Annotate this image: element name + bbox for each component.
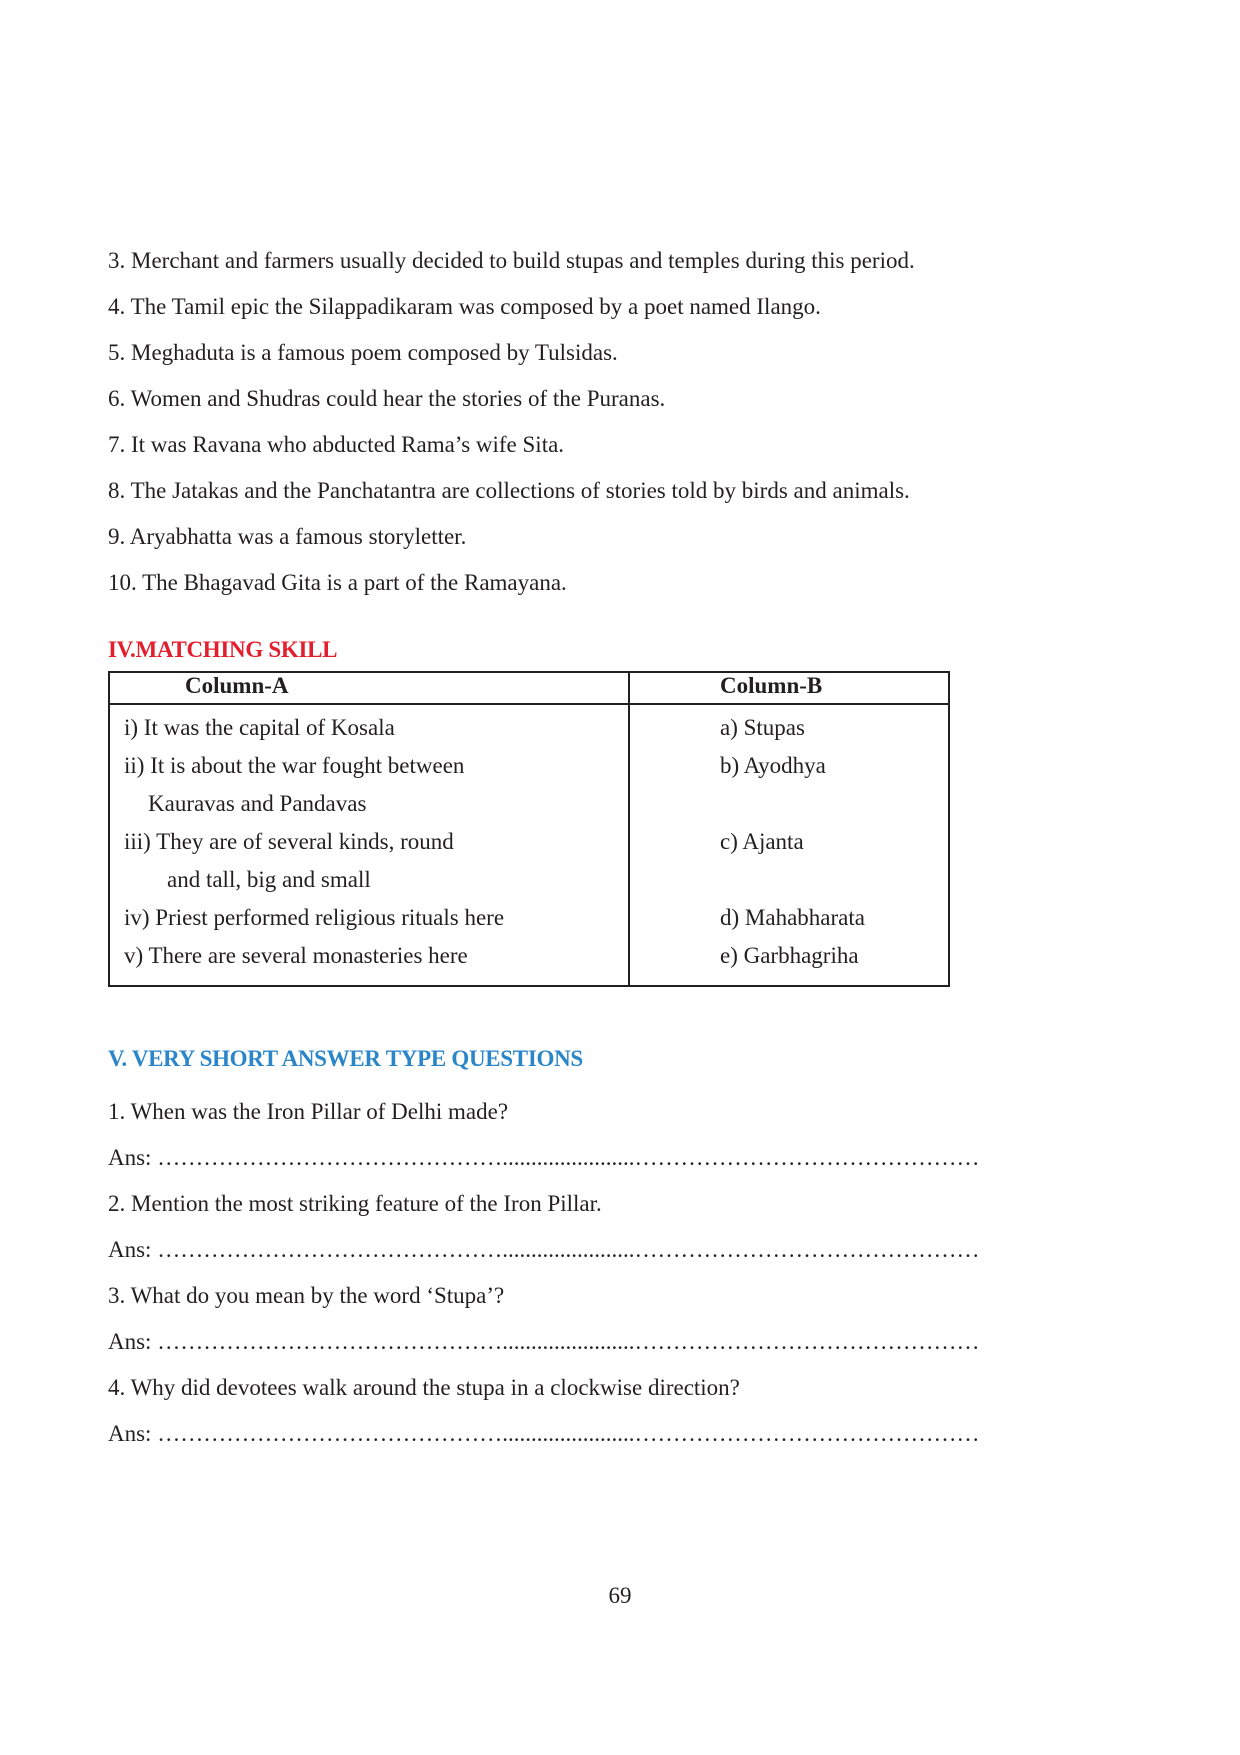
list-item: 7. It was Ravana who abducted Rama’s wife Sita. — [108, 432, 565, 457]
answer-line[interactable]: Ans: ……………………………………….......................……………………………………… — [108, 1329, 980, 1354]
column-a-header: Column-A — [109, 672, 629, 704]
column-a-item: i) It was the capital of Kosala — [124, 715, 395, 740]
page-content — [108, 246, 1108, 1449]
column-a-item: iii) They are of several kinds, round — [124, 829, 454, 854]
column-b-item: e) Garbhagriha — [720, 943, 859, 968]
table-row — [109, 704, 949, 986]
column-b-item: c) Ajanta — [720, 829, 804, 854]
column-b-item — [630, 861, 948, 899]
question-text: 4. Why did devotees walk around the stupa in a clockwise direction? — [108, 1375, 740, 1400]
column-a-item: Kauravas and Pandavas — [148, 791, 367, 816]
list-item: 8. The Jatakas and the Panchatantra are collections of stories told by birds and animals. — [108, 478, 910, 503]
list-item: 10. The Bhagavad Gita is a part of the Ramayana. — [108, 570, 567, 595]
question-block — [108, 1189, 1108, 1265]
question-text: 1. When was the Iron Pillar of Delhi made? — [108, 1099, 509, 1124]
list-item: 6. Women and Shudras could hear the stories of the Puranas. — [108, 386, 666, 411]
column-a-cell — [109, 704, 629, 986]
question-block — [108, 1373, 1108, 1449]
column-a-item: ii) It is about the war fought between — [124, 753, 465, 778]
short-answer-heading: V. VERY SHORT ANSWER TYPE QUESTIONS — [108, 1046, 583, 1071]
column-b-item: a) Stupas — [720, 715, 805, 740]
true-false-list — [108, 246, 1108, 614]
column-b-item — [630, 785, 948, 823]
answer-line[interactable]: Ans: ……………………………………….......................……………………………………… — [108, 1421, 980, 1446]
list-item: 4. The Tamil epic the Silappadikaram was composed by a poet named Ilango. — [108, 294, 821, 319]
answer-line[interactable]: Ans: ……………………………………….......................……………………………………… — [108, 1237, 980, 1262]
column-b-cell — [629, 704, 949, 986]
list-item: 5. Meghaduta is a famous poem composed by Tulsidas. — [108, 340, 618, 365]
table-header-row — [109, 672, 949, 704]
column-a-item: v) There are several monasteries here — [124, 943, 468, 968]
column-b-item: b) Ayodhya — [720, 753, 826, 778]
list-item: 3. Merchant and farmers usually decided to build stupas and temples during this period. — [108, 248, 915, 273]
question-text: 3. What do you mean by the word ‘Stupa’? — [108, 1283, 505, 1308]
column-b-header: Column-B — [629, 672, 949, 704]
question-block — [108, 1281, 1108, 1357]
page-number: 69 — [608, 1583, 632, 1608]
column-b-item: d) Mahabharata — [720, 905, 865, 930]
answer-line[interactable]: Ans: ……………………………………….......................……………………………………… — [108, 1145, 980, 1170]
question-block — [108, 1097, 1108, 1173]
column-a-item: iv) Priest performed religious rituals here — [124, 905, 505, 930]
question-text: 2. Mention the most striking feature of the Iron Pillar. — [108, 1191, 602, 1216]
column-a-item: and tall, big and small — [167, 867, 371, 892]
matching-heading: IV.MATCHING SKILL — [108, 637, 338, 662]
matching-table — [108, 671, 950, 987]
list-item: 9. Aryabhatta was a famous storyletter. — [108, 524, 467, 549]
